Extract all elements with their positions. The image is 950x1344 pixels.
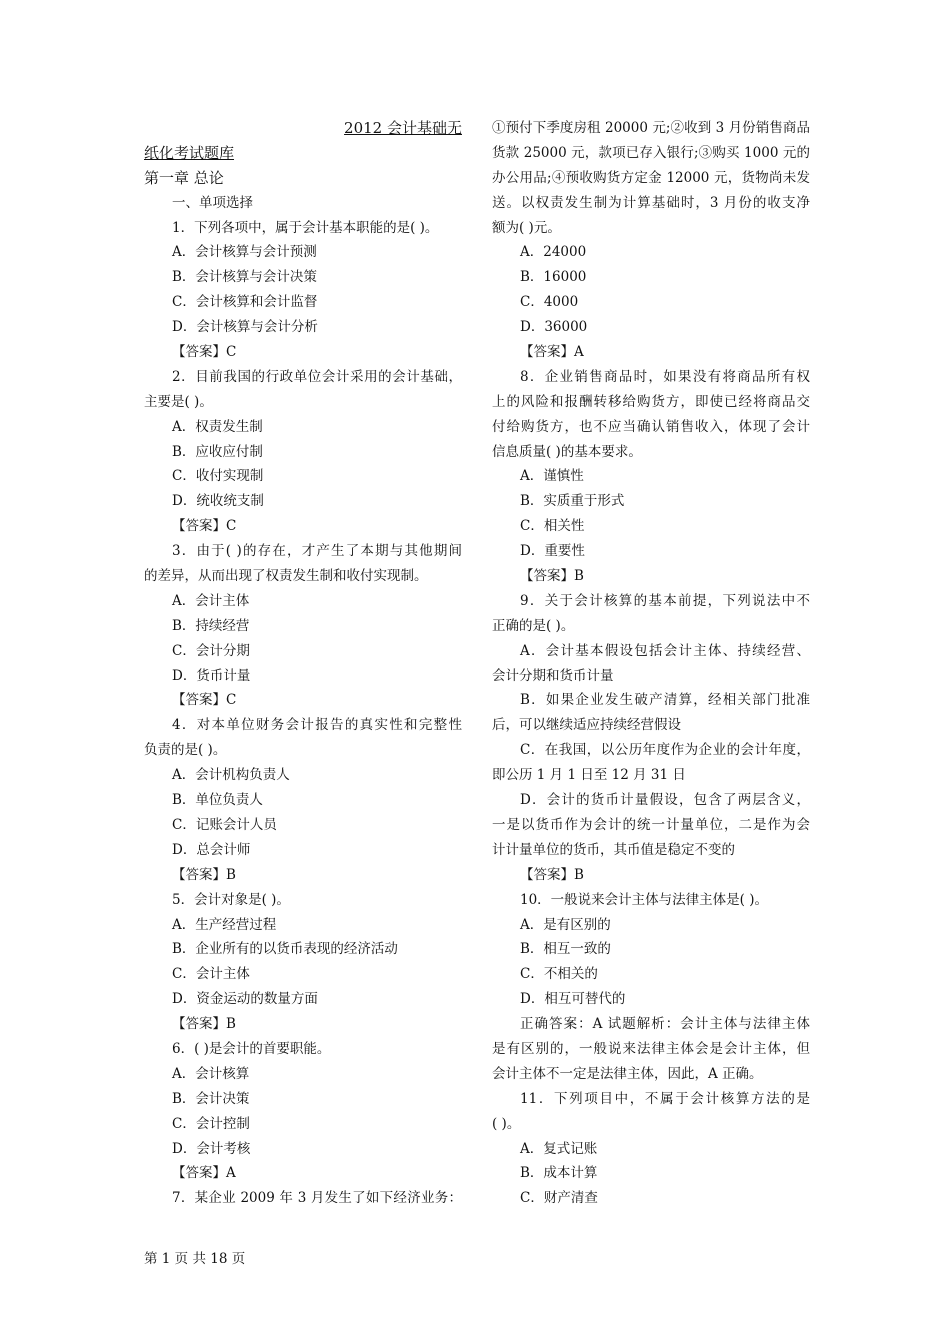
text-line: 一是以货币作为会计的统一计量单位，二是作为会: [492, 816, 810, 833]
text-line: 即公历 1 月 1 日至 12 月 31 日: [492, 767, 686, 784]
text-line: B．会计决策: [172, 1090, 250, 1107]
text-line: 3．由于( )的存在，才产生了本期与其他期间: [172, 543, 462, 560]
text-line: 【答案】B: [520, 568, 584, 585]
text-line: ①预付下季度房租 20000 元;②收到 3 月份销售商品: [492, 120, 810, 136]
text-line: 上的风险和报酬转移给购货方，即使已经将商品交: [492, 393, 810, 410]
left-column: [144, 116, 462, 1211]
text-line: 【答案】C: [172, 344, 237, 361]
text-line: C．会计控制: [172, 1115, 250, 1132]
text-line: B．持续经营: [172, 617, 250, 634]
text-line: 会计分期和货币计量: [492, 667, 614, 684]
text-line: 【答案】A: [520, 344, 584, 361]
page-footer: 第 1 页 共 18 页: [144, 1251, 246, 1267]
text-line: C．收付实现制: [172, 468, 264, 485]
text-line: 是有区别的，一般说来法律主体会是会计主体，但: [492, 1040, 810, 1057]
text-line: 5．会计对象是( )。: [172, 891, 290, 908]
text-line: 8．企业销售商品时，如果没有将商品所有权: [520, 368, 810, 385]
text-line: 【答案】C: [172, 518, 237, 535]
text-line: 正确答案：A 试题解析：会计主体与法律主体: [520, 1016, 810, 1033]
text-line: 的差异，从而出现了权责发生制和收付实现制。: [144, 568, 428, 585]
text-line: A．谨慎性: [520, 468, 584, 485]
text-line: 7．某企业 2009 年 3 月发生了如下经济业务：: [172, 1190, 462, 1207]
text-line: 会计主体不一定是法律主体，因此，A 正确。: [492, 1065, 763, 1082]
text-line: B．实质重于形式: [520, 493, 625, 510]
text-line: A．会计核算与会计预测: [172, 244, 317, 261]
text-line: A．复式记账: [520, 1140, 598, 1157]
text-line: B．单位负责人: [172, 792, 263, 809]
text-line: 计计量单位的货币，其币值是稳定不变的: [492, 841, 735, 858]
text-line: D．相互可替代的: [520, 991, 626, 1008]
text-line: B．企业所有的以货币表现的经济活动: [172, 941, 398, 958]
text-line: 6．( )是会计的首要职能。: [172, 1040, 331, 1057]
text-line: 一、单项选择: [172, 194, 253, 211]
text-line: C．财产清查: [520, 1190, 598, 1207]
text-line: 【答案】B: [172, 1016, 236, 1033]
text-line: 额为( )元。: [492, 219, 561, 236]
text-line: B．16000: [520, 269, 587, 286]
text-line: ( )。: [492, 1115, 521, 1132]
text-line: 负责的是( )。: [144, 742, 227, 759]
text-line: A．24000: [520, 244, 587, 261]
text-line: B．相互一致的: [520, 941, 611, 958]
text-line: A．会计基本假设包括会计主体、持续经营、: [520, 642, 810, 659]
text-line: C．会计分期: [172, 642, 250, 659]
text-line: B．成本计算: [520, 1165, 598, 1182]
text-line: A．是有区别的: [520, 916, 611, 933]
text-line: D．资金运动的数量方面: [172, 991, 318, 1008]
text-line: D．会计考核: [172, 1140, 251, 1157]
text-line: D．总会计师: [172, 841, 251, 858]
text-line: B．如果企业发生破产清算，经相关部门批准: [520, 692, 810, 709]
text-line: 1．下列各项中，属于会计基本职能的是( )。: [172, 219, 439, 236]
text-line: C．不相关的: [520, 966, 598, 983]
text-line: C．会计主体: [172, 966, 250, 983]
text-line: 办公用品;④预收购货方定金 12000 元，货物尚未发: [492, 169, 810, 186]
text-line: 【答案】B: [520, 866, 584, 883]
text-line: A．会计主体: [172, 592, 250, 609]
text-line: B．会计核算与会计决策: [172, 269, 317, 286]
text-line: C．4000: [520, 294, 579, 311]
text-line: 11．下列项目中，不属于会计核算方法的是: [520, 1090, 810, 1107]
text-line: C．会计核算和会计监督: [172, 294, 318, 311]
text-line: 第一章 总论: [144, 168, 224, 187]
text-line: 2．目前我国的行政单位会计采用的会计基础，: [172, 368, 462, 385]
text-line: 货款 25000 元，款项已存入银行;③购买 1000 元的: [492, 144, 810, 161]
text-line: 9．关于会计核算的基本前提，下列说法中不: [520, 592, 810, 609]
text-line: 【答案】C: [172, 692, 237, 709]
text-line: A．权责发生制: [172, 418, 263, 435]
text-line: 【答案】B: [172, 866, 236, 883]
text-line: D．货币计量: [172, 667, 251, 684]
text-line: 【答案】A: [172, 1165, 236, 1182]
text-line: 正确的是( )。: [492, 617, 575, 634]
text-line: 4．对本单位财务会计报告的真实性和完整性: [172, 717, 462, 734]
text-line: 2012 会计基础无: [344, 119, 462, 137]
text-line: A．会计机构负责人: [172, 767, 290, 784]
text-line: 送。以权责发生制为计算基础时，3 月份的收支净: [492, 194, 810, 211]
text-line: 信息质量( )的基本要求。: [492, 443, 642, 460]
text-line: C．记账会计人员: [172, 816, 277, 833]
text-line: B．应收应付制: [172, 443, 263, 460]
right-column: [492, 116, 810, 1211]
text-line: C．在我国，以公历年度作为企业的会计年度，: [520, 742, 810, 759]
text-line: D．会计核算与会计分析: [172, 319, 318, 336]
text-line: 主要是( )。: [144, 393, 213, 410]
text-line: D．统收统支制: [172, 493, 264, 510]
text-line: D．会计的货币计量假设，包含了两层含义，: [520, 792, 810, 809]
text-line: D．重要性: [520, 543, 585, 560]
text-line: A．会计核算: [172, 1065, 250, 1082]
text-line: 付给购货方，也不应当确认销售收入，体现了会计: [492, 418, 810, 435]
text-line: C．相关性: [520, 518, 585, 535]
text-line: A．生产经营过程: [172, 916, 277, 933]
text-line: 纸化考试题库: [144, 143, 235, 162]
text-line: 10．一般说来会计主体与法律主体是( )。: [520, 891, 769, 908]
text-line: D．36000: [520, 319, 588, 336]
text-line: 后，可以继续适应持续经营假设: [492, 717, 681, 734]
